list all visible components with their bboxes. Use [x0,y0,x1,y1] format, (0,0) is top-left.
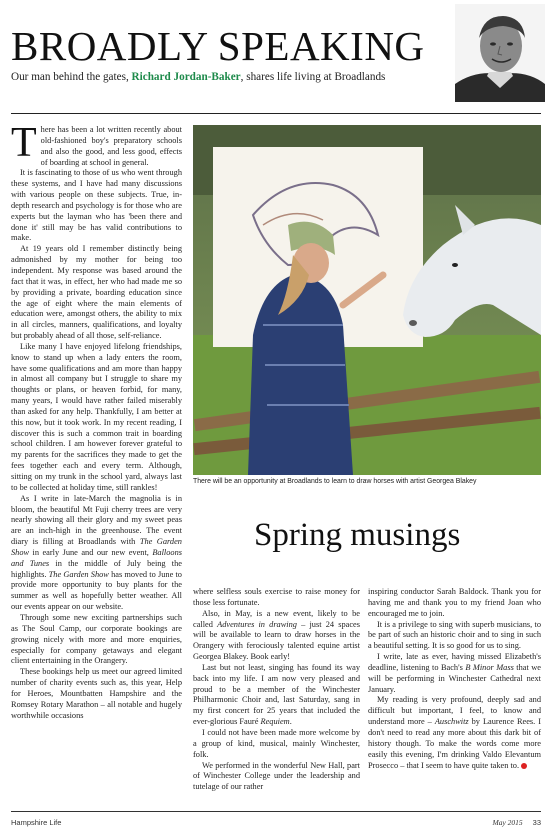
article-paragraph: It is a privilege to sing with superb musicians, to be part of such an historic choir and to sing in such a beautiful setting. It is so good for us to sing. [368,619,541,651]
article-paragraph: At 19 years old I remember distinctly being admonished by my mother for being too independent. My response was based around the fact that it was, in effect, her who had made me so by providing a private, boarding education since the age of eight where the main elements of education were, amongst others, the ability to mix in all circles, manners, qualifications, and loyalty but probably ahead of all those, self-reliance. [11,244,182,341]
article-paragraph: It is fascinating to those of us who went through these systems, and I have had many discussions with various people on these subjects. True, in-depth research and psychology is for those who are experts but the layman who has 'been there and done it' still may be has valid contributions to make. [11,168,182,243]
issue-date: May 2015 [492,818,523,827]
article-paragraph: Also, in May, is a new event, likely to be called Adventures in drawing – just 24 spaces will be available to learn to draw horses in the Orangery with ferociously talented equine artist Georgea Blakey. Book early! [193,608,360,662]
standfirst-prefix: Our man behind the gates, [11,71,132,83]
article-paragraph: I write, late as ever, having missed Elizabeth's deadline, listening to Bach's B Minor Mass that we will be performing in Winchester Cathedral next January. [368,652,541,694]
author-name: Richard Jordan-Baker [131,71,241,83]
article-paragraph: I could not have been made more welcome by a group of kind, musical, mainly Winchester, folk. [193,727,360,759]
article-column-3 [368,587,541,771]
columnist-portrait [455,4,545,102]
article-paragraph: inspiring conductor Sarah Baldock. Thank you for having me and thank you to my friend Joan who encouraged me to join. [368,587,541,618]
article-paragraph: where selfless souls exercise to raise money for those less fortunate. [193,587,360,607]
article-paragraph: As I write in late-March the magnolia is in bloom, the beautiful Mt Fuji cherry trees are very nearly showing all their glory and my sweet peas are an inch-high in the greenhouse. The event diary is filling at Broadlands with The Garden Show in early June and our new event, Balloons and Tunes in the middle of July being the highlights. The Garden Show has moved to June to provide more opportunity to buy plants for the summer as well as hopefully better weather. All our events appear on our website. [11,493,182,612]
article-paragraph: Through some new exciting partnerships such as The Soul Camp, our corporate bookings are growing nicely with more and more enquiries, especially for company getaways and elegant client entertaining in the Orangery. [11,612,182,666]
standfirst [11,71,385,83]
drop-cap: T [11,120,37,166]
folio [492,818,541,827]
publication-name: Hampshire Life [11,818,62,827]
photo-caption: There will be an opportunity at Broadlands to learn to draw horses with artist Georgea Blakey [193,478,477,485]
end-mark-icon [521,763,527,769]
footer-rule [11,811,541,812]
article-photo [193,125,541,475]
page-number: 33 [532,818,541,827]
article-column-2 [193,587,360,793]
standfirst-suffix: , shares life living at Broadlands [240,71,386,83]
article-paragraph: My reading is very profound, deeply sad and difficult but important, I feel, to know and understand more – Auschwitz by Laurence Rees. I don't need to read any more about this dark bit of history though. To make the words come more easily this evening, I'm drinking Valdo Elevantum Prosecco – that I seem to have quite taken to. [368,695,541,770]
article-paragraph: These bookings help us meet our agreed limited number of charity events such as, this year, Help for Heroes, Mountbatten Hampshire and the Romsey Rotary Marathon – all notable and hugely worthwhile occasions [11,667,182,720]
article-paragraph: We performed in the wonderful New Hall, part of Winchester College under the leadership and tutelage of our rather [193,760,360,792]
article-column-1 [11,120,182,721]
header-rule [11,113,541,114]
article-paragraph: There has been a lot written recently about old-fashioned boy's preparatory schools and also the good, and less good, effects of boarding at school in general. [11,120,182,167]
page-title: BROADLY SPEAKING [11,23,425,69]
article-paragraph: Like many I have enjoyed lifelong friendships, know to stand up when a lady enters the room, have some qualifications and am more than happy in almost all company but I struggle to share my thoughts or plans, or heaven forbid, for many, many years, I would have rather failed miserably than asked for any help. Thankfully, I am better at this now, but it took work. In my recent reading, I discover this is such a common trait in boarding school children. I am however forever grateful to my parents for the sacrifices they made to get the fees together each and every term. Although, sitting on my trunk in the school yard, always last to be collected at holiday time, still rankles! [11,341,182,492]
article-headline: Spring musings [254,517,461,553]
article-paragraph: Last but not least, singing has found its way back into my life. I am now very pleased and proud to be a member of the Winchester Philharmonic Choir and, last Saturday, sang in my first concert for 25 years that included the ever-glorious Fauré Requiem. [193,662,360,727]
